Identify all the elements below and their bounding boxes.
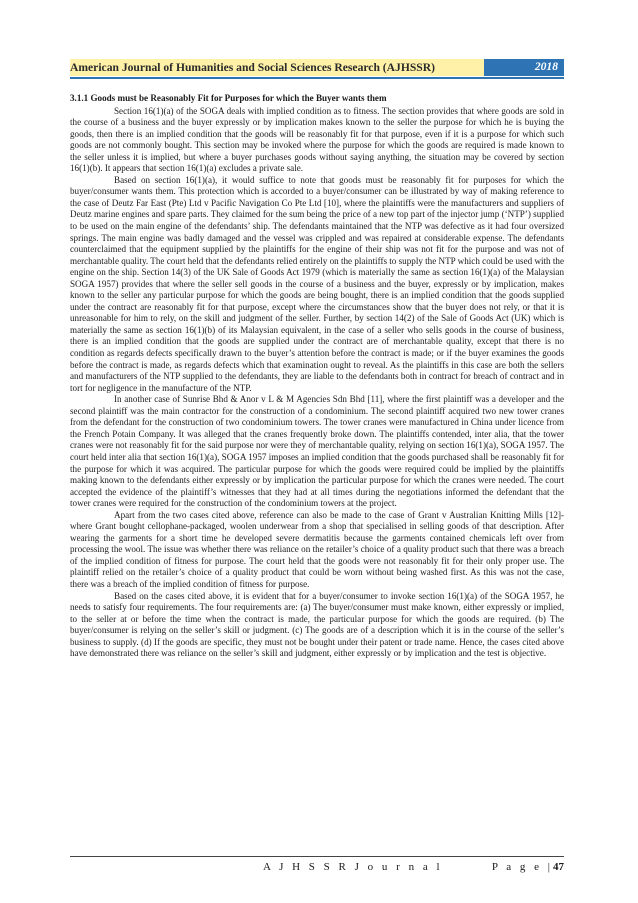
publication-year: 2018 xyxy=(484,59,564,76)
paragraph: Section 16(1)(a) of the SOGA deals with implied condition as to fitness. The section provides that where goods are sold in the course of a business and the buyer expressly or by implication makes known to the seller the purpose for which he is buying the goods, then there is an implied condition that the goods will be reasonably fit for that purpose, even if it is a purpose for which such goods are not commonly bought. This section may be invoked where the purpose for which the goods are required is made known to the seller unless it is implied, but where a buyer purchases goods without saying anything, the situation may be covered by section 16(1)(b). It appears that section 16(1)(a) excludes a private sale. xyxy=(70,105,564,174)
running-header xyxy=(70,59,564,76)
page-number: 47 xyxy=(553,861,564,873)
paragraph: Based on section 16(1)(a), it would suffice to note that goods must be reasonably fit for purposes for which the buyer/consumer wants them. This protection which is accorded to a buyer/consumer can be illustrated by way of making reference to the case of Deutz Far East (Pte) Ltd v Pacific Navigation Co Pte Ltd [10], where the plaintiffs were the manufacturers and suppliers of Deutz marine engines and spare parts. They claimed for the sum being the price of a new top part of the injector jump (‘NTP’) supplied to be used on the main engine of the defendants’ ship. The defendants maintained that the NTP was defective as it had four oversized springs. The main engine was badly damaged and the vessel was crippled and was repaired at considerable expense. The defendants counterclaimed that the equipment supplied by the plaintiffs for the engine of their ship was not fit for the purpose and was not of merchantable quality. The court held that the defendants relied entirely on the plaintiffs to supply the NTP which could be used with the engine on the ship. Section 14(3) of the UK Sale of Goods Act 1979 (which is materially the same as section 16(1)(a) of the Malaysian SOGA 1957) provides that where the seller sell goods in the course of a business and the buyer, expressly or by implication, makes known to the seller any particular purpose for which the goods are being bought, there is an implied condition that the goods supplied under the contract are reasonably fit for that purpose, except where the circumstances show that the buyer does not rely, or that it is unreasonable for him to rely, on the skill and judgment of the seller. Further, by section 14(2) of the Sale of Goods Act (UK) which is materially the same as section 16(1)(b) of its Malaysian equivalent, in the case of a seller who sells goods in the course of business, there is an implied condition that the goods are supplied under the contract are of merchantable quality, except that there is no condition as regards defects specifically drawn to the buyer’s attention before the contract is made; or if the buyer examines the goods before the contract is made, as regards defects which that examination ought to reveal. As the plaintiffs in this case are both the sellers and manufacturers of the NTP supplied to the defendants, they are liable to the defendants both in contract for breach of contract and in tort for negligence in the manufacture of the NTP. xyxy=(70,174,564,393)
paragraph: Based on the cases cited above, it is evident that for a buyer/consumer to invoke section 16(1)(a) of the SOGA 1957, he needs to satisfy four requirements. The four requirements are: (a) The buyer/consumer must make known, either expressly or implied, to the seller at or before the time when the contract is made, the particular purpose for which the goods are required. (b) The buyer/consumer is relying on the seller’s skill or judgment. (c) The goods are of a description which it is in the course of the seller’s business to supply. (d) If the goods are specific, they must not be bought under their patent or trade name. Hence, the cases cited above have demonstrated there was reliance on the seller’s skill and judgment, either expressly or by implication and the test is objective. xyxy=(70,590,564,659)
section-heading: 3.1.1 Goods must be Reasonably Fit for Purposes for which the Buyer wants them xyxy=(70,93,387,103)
paragraph: In another case of Sunrise Bhd & Anor v L & M Agencies Sdn Bhd [11], where the first plaintiff was a developer and the second plaintiff was the main contractor for the construction of a condominium. The second plaintiff acquired two new tower cranes from the defendant for the construction of two condominium towers. The tower cranes were manufactured in China under licence from the French Potain Company. It was alleged that the cranes frequently broke down. The plaintiffs contended, inter alia, that the tower cranes were not reasonably fit for the said purpose nor were they of merchantable quality, relying on section 16(1)(a), SOGA 1957. The court held inter alia that section 16(1)(a), SOGA 1957 imposes an implied condition that the goods purchased shall be reasonably fit for the purpose for which it was acquired. The particular purpose for which the goods were required could be implied by the plaintiffs making known to the defendants either expressly or by implication the particular purpose for which the cranes were needed. The court accepted the evidence of the plaintiff’s witnesses that they had at all times during the negotiations informed the defendant that the tower cranes were required for the construction of the condominium towers at the project. xyxy=(70,394,564,509)
article-body xyxy=(70,93,564,660)
header-rule xyxy=(70,77,564,79)
footer-journal-name: A J H S S R J o u r n a l xyxy=(263,861,443,873)
paragraph: Apart from the two cases cited above, reference can also be made to the case of Grant v Australian Knitting Mills [12]-where Grant bought cellophane-packaged, woolen underwear from a shop that specialised in selling goods of that description. After wearing the garments for a short time he developed severe dermatitis because the garments contained chemicals left over from processing the wool. The issue was whether there was reliance on the retailer’s choice of a quality product such that there was a breach of the implied condition of fitness for purpose. The court held that the goods were not reasonably fit for their only proper use. The plaintiff relied on the retailer’s choice of a quality product that could be worn without being washed first. As this was not the case, there was a breach of the implied condition of fitness for purpose. xyxy=(70,509,564,589)
journal-title: American Journal of Humanities and Social Sciences Research (AJHSSR) xyxy=(70,61,435,74)
page-label: P a g e | xyxy=(491,861,553,873)
page-number-block xyxy=(492,861,564,873)
page-footer xyxy=(70,856,564,873)
